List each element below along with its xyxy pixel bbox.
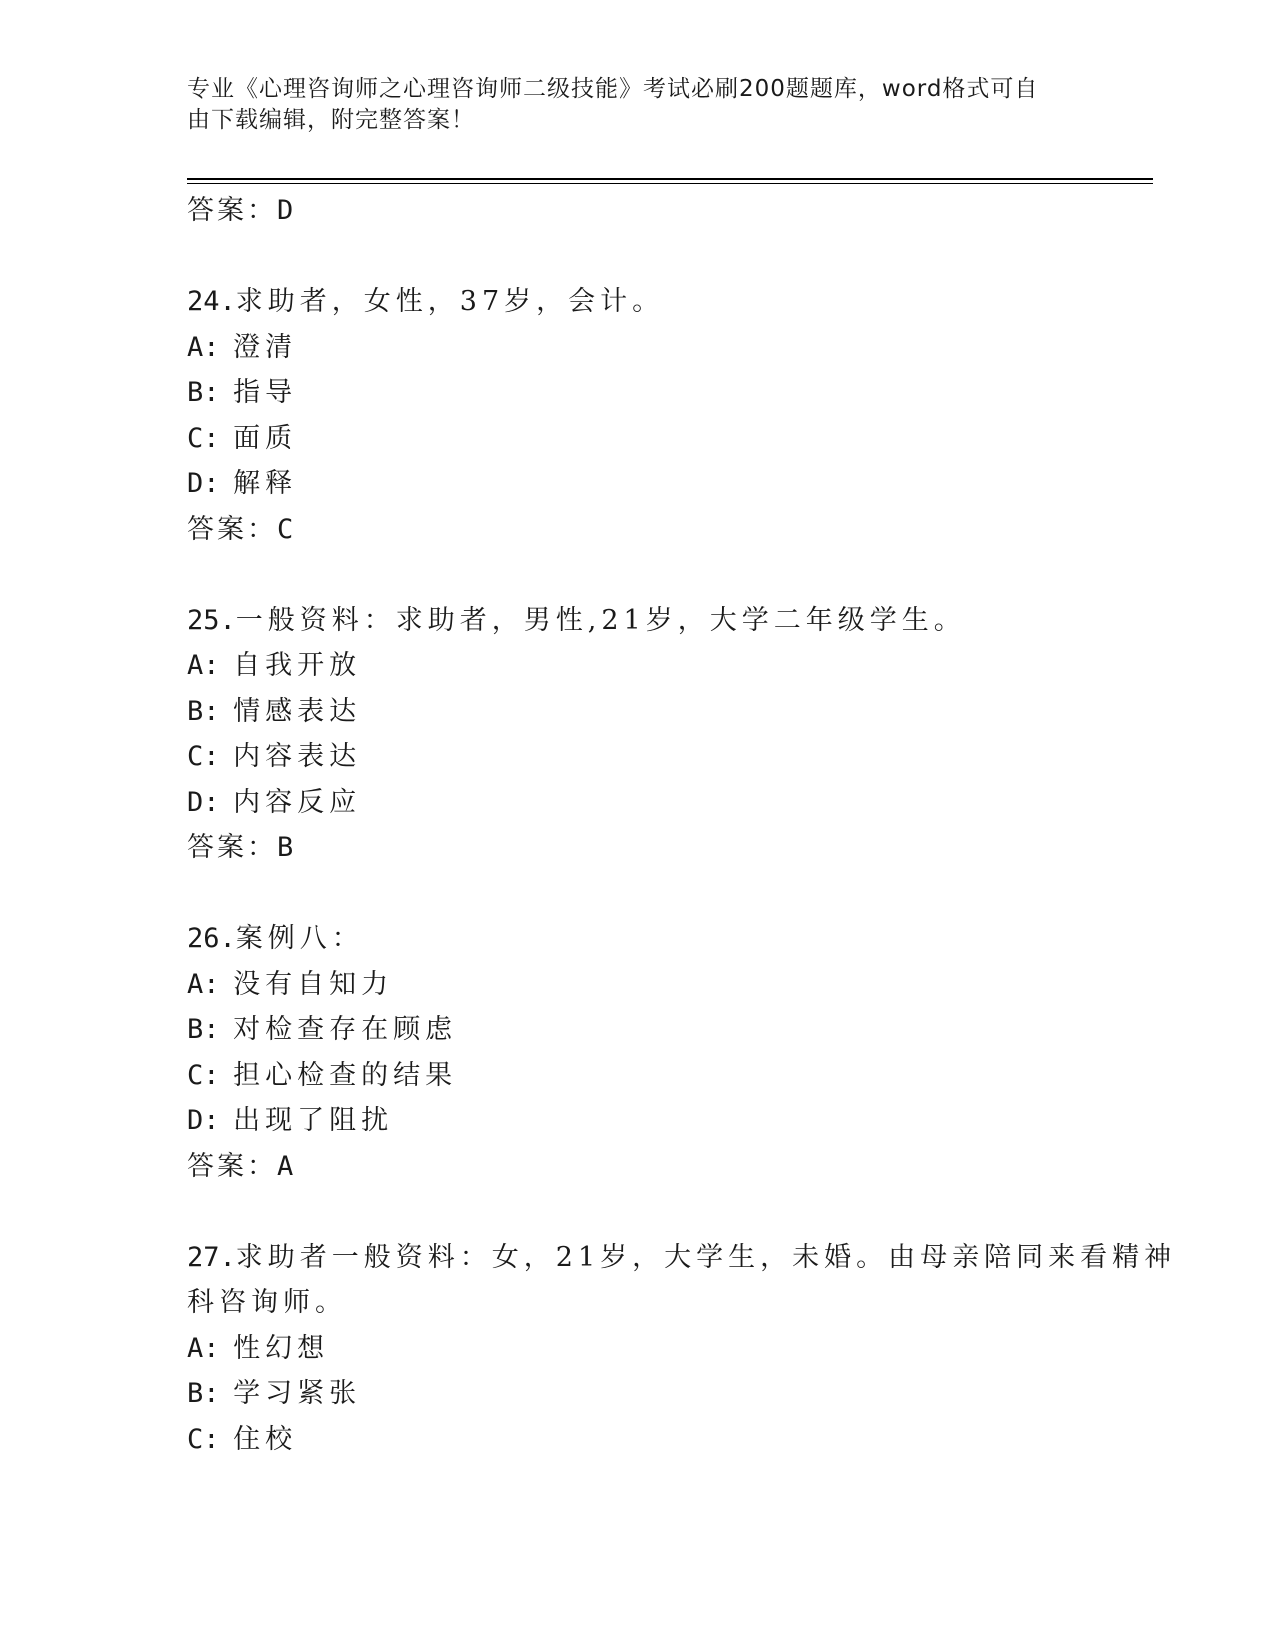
answer-line (187, 188, 1107, 234)
option-b (187, 1007, 1107, 1053)
option-key: B: (187, 1378, 220, 1409)
option-text: 出现了阻扰 (233, 1105, 394, 1136)
option-key: C: (187, 741, 220, 772)
answer-line (187, 507, 1107, 553)
question-stem (187, 598, 1107, 644)
option-b (187, 1371, 1107, 1417)
option-text: 内容反应 (233, 786, 362, 818)
question-number: 26. (187, 923, 236, 954)
answer-label: 答案： (187, 513, 277, 545)
option-text: 澄清 (233, 331, 298, 363)
option-text: 学习紧张 (233, 1378, 362, 1409)
spacer (187, 871, 1107, 917)
option-text: 对检查存在顾虑 (233, 1014, 458, 1045)
answer-value: C (277, 513, 297, 545)
answer-value: B (277, 832, 297, 863)
option-text: 指导 (233, 377, 298, 408)
question-stem (187, 279, 1107, 325)
option-key: D: (187, 468, 220, 499)
option-key: D: (187, 786, 220, 818)
question-text: 一般资料：求助者，男性,21岁，大学二年级学生。 (235, 604, 966, 636)
document-header (187, 74, 1067, 136)
question-number: 24. (187, 286, 236, 317)
question-list (187, 188, 1177, 1462)
option-key: A: (187, 968, 220, 1000)
question-stem (187, 1235, 1177, 1281)
option-b (187, 370, 1107, 416)
option-d (187, 461, 1107, 507)
question-text: 求助者一般资料：女，21岁，大学生，未婚。由母亲陪同来看精神 (235, 1241, 1177, 1273)
question-stem (187, 916, 1107, 962)
option-key: B: (187, 1014, 220, 1045)
option-text: 性幻想 (233, 1332, 330, 1364)
answer-label: 答案： (187, 195, 277, 226)
answer-value: A (277, 1150, 297, 1182)
spacer (187, 552, 1107, 598)
header-line-2: 由下载编辑，附完整答案！ (187, 107, 475, 133)
option-text: 担心检查的结果 (233, 1059, 458, 1091)
header-rule-thick (187, 178, 1153, 180)
option-text: 面质 (233, 422, 298, 454)
option-key: B: (187, 695, 220, 727)
answer-line (187, 825, 1107, 871)
question-text: 科咨询师。 (187, 1287, 347, 1318)
answer-label: 答案： (187, 1150, 277, 1182)
option-text: 没有自知力 (233, 968, 394, 1000)
option-a (187, 962, 1107, 1008)
option-b (187, 689, 1107, 735)
option-key: C: (187, 1423, 220, 1455)
option-key: C: (187, 422, 220, 454)
option-text: 自我开放 (233, 650, 362, 681)
question-text: 案例八： (235, 923, 364, 954)
option-d (187, 1098, 1107, 1144)
option-d (187, 780, 1107, 826)
spacer (187, 1189, 1107, 1235)
question-text: 求助者，女性，37岁，会计。 (235, 286, 665, 317)
answer-line (187, 1144, 1107, 1190)
option-a (187, 1326, 1107, 1372)
option-c (187, 416, 1107, 462)
question-number: 27. (187, 1241, 236, 1273)
option-text: 解释 (233, 468, 298, 499)
spacer (187, 234, 1107, 280)
answer-value: D (277, 195, 297, 226)
question-stem-continued (187, 1280, 1107, 1326)
option-a (187, 643, 1107, 689)
option-key: C: (187, 1059, 220, 1091)
answer-label: 答案： (187, 832, 277, 863)
option-key: A: (187, 650, 220, 681)
option-text: 住校 (233, 1423, 298, 1455)
option-text: 内容表达 (233, 741, 362, 772)
option-c (187, 734, 1107, 780)
option-c (187, 1053, 1107, 1099)
option-c (187, 1417, 1107, 1463)
header-line-1: 专业《心理咨询师之心理咨询师二级技能》考试必刷200题题库，word格式可自 (187, 76, 1039, 102)
question-number: 25. (187, 604, 236, 636)
option-a (187, 325, 1107, 371)
header-rule-thin (187, 183, 1153, 184)
option-key: D: (187, 1105, 220, 1136)
option-key: A: (187, 331, 220, 363)
option-key: B: (187, 377, 220, 408)
option-text: 情感表达 (233, 695, 362, 727)
option-key: A: (187, 1332, 220, 1364)
